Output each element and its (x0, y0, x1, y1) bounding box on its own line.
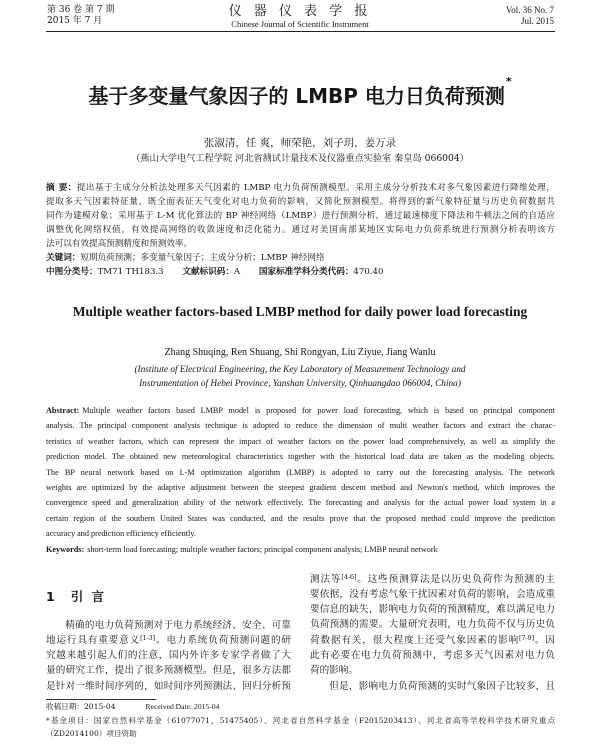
section-title: 引 言 (70, 589, 107, 604)
header-left (47, 5, 114, 27)
abstract-en-line: teristics of weather factors, which can represent the impact of weather factors on the power load comprehensively, as well as simplify the (46, 436, 555, 446)
clc-code (46, 267, 164, 277)
affiliation-en (0, 363, 600, 391)
body-line: 量的研究工作，提出了很多预测模型。但是，很多方法都 (46, 665, 291, 677)
body-line: 要依据，没有考虑气象干扰因素对负荷的影响，会造成重 (310, 588, 555, 600)
abstract-en-line: The BP neural network based on L-M optimization algorithm (LMBP) is adopted to carry out the forecasting analysis. The network (46, 467, 555, 477)
line-text: 地运行具有重要意义 (46, 634, 141, 646)
abstract-en-line: convergence speed and generalization ability of the network effectively. The forecasting and analysis for the actual power load system in a (46, 498, 555, 508)
keywords-cn-text: 短期负荷预测；多变量气象因子；主成分分析；LMBP 神经网络 (80, 253, 325, 263)
title-text: 基于多变量气象因子的 LMBP 电力日负荷预测 (88, 84, 505, 108)
section-heading (46, 585, 291, 618)
line-text: 荷数据有关，很大程度上还受气象因素的影响 (310, 634, 520, 646)
line-text: 测法等 (310, 573, 342, 585)
citation-ref: [1-3] (140, 634, 156, 642)
header-right (506, 5, 554, 27)
abstract-cn-line: 调整优化网络权值，有效提高网络的收敛速度和泛化能力。通过对美国南部某地区实际电力负荷系统进行预测分析表明该方 (46, 225, 555, 235)
date-cn: 2015 年 7 月 (47, 16, 103, 26)
std-label: 国家标准学科分类代码： (258, 267, 354, 277)
received-date (46, 700, 555, 714)
abstract-cn (46, 181, 555, 279)
abstract-en-line: accuracy and prediction efficiency efficiently. (46, 529, 196, 539)
keywords-cn-label: 关键词： (46, 253, 81, 263)
body-line (310, 633, 555, 648)
section-number: 1 (46, 589, 55, 604)
header-rule (46, 31, 555, 32)
keywords-en-text: short-term load forecasting; multiple weather factors; principal component analysis; LMBP neural network (87, 544, 438, 554)
line-text: 提出基于主成分分析法处理多天气因素的 LMBP 电力负荷预测模型。采用主成分分析技术对多气象因素进行降维处理， (76, 183, 555, 193)
citation-ref: [4-6] (341, 573, 357, 581)
affiliation-en-line: Instrumentation of Hebei Province, Yanshan University, Qinhuangdao 066004, China) (139, 379, 461, 389)
affiliation-en-line: (Institute of Electrical Engineering, the Key Laboratory of Measurement Technology and (134, 365, 466, 375)
footnote (46, 700, 555, 741)
line-text: 。电力系统负荷预测问题的研 (155, 634, 291, 646)
keywords-en-label: Keywords: (46, 544, 85, 554)
funding-line: *基金项目：国家自然科学基金（61077071，51475405）、河北省自然科学基金（F2015203413）、河北省高等学校科学技术研究重点 (46, 715, 555, 725)
keywords-en (46, 542, 555, 557)
authors-cn: 张淑清，任 爽，师荣艳，刘子玥，姜万录 (203, 137, 397, 149)
abstract-cn-line: 同作为建模对象；采用基于 L-M 优化算法的 BP 神经网络（LMBP）进行预测分析，通过最速梯度下降法和牛顿法之间的自适应 (46, 211, 555, 221)
abstract-en-line: prediction model. The obtained new meteorological characteristics together with the historical load data are taken as the modeling objects. (46, 452, 555, 462)
header-center (150, 4, 450, 29)
abstract-en-line (46, 403, 555, 418)
title-footnote-mark: * (505, 75, 512, 88)
doc-value: A (233, 267, 241, 277)
body-line: 精确的电力负荷预测对于电力系统经济、安全、可靠 (65, 619, 291, 631)
journal-name-cn: 仪 器 仪 表 学 报 (228, 4, 372, 19)
clc-label: 中图分类号： (46, 267, 98, 277)
abstract-cn-label: 摘 要： (46, 183, 77, 193)
abstract-en-line: weights are optimized by the adaptive adjustment between the steepest gradient descent method and Newton's method, which improves the (46, 482, 555, 492)
abstract-en (46, 403, 555, 557)
line-text: Multiple weather factors based LMBP model is proposed for power load forecasting, which is based on principal component (82, 406, 555, 415)
classification-line (46, 265, 555, 279)
body-line: 是针对一维时间序列的，如时间序列预测法、回归分析预 (46, 680, 291, 692)
citation-ref: [7-9] (519, 634, 535, 642)
line-text: 。因 (534, 634, 555, 646)
date-en: Jul. 2015 (520, 16, 554, 26)
abstract-en-line: analysis. The principal component analysis technique is adopted to reduce the dimension of multi weather factors and extract the charac- (46, 421, 555, 431)
body-line (46, 633, 291, 648)
body-line (310, 572, 555, 587)
clc-value: TM71 TH183.3 (97, 267, 164, 277)
abstract-cn-line: 法可以有效提高预测精度和预测效率。 (46, 239, 193, 249)
body-line: 究越来越引起人们的注意，国内外许多专家学者做了大 (46, 650, 291, 662)
standard-code (259, 267, 384, 277)
body-column-left (46, 585, 291, 694)
authors-en: Zhang Shuqing, Ren Shuang, Shi Rongyan, Liu Ziyue, Jiang Wanlu (164, 347, 436, 358)
volume-issue-en: Vol. 36 No. 7 (505, 5, 554, 15)
received-date-en: Received Date: 2015-04 (145, 702, 220, 711)
body-line: 负荷预测的需要。大量研究表明，电力负荷不仅与历史负 (310, 619, 555, 631)
paper-title-cn (0, 75, 600, 108)
affiliation-cn: （燕山大学电气工程学院 河北省测试计量技术及仪器重点实验室 秦皇岛 066004） (131, 153, 469, 164)
keywords-cn (46, 251, 555, 265)
funding-line: （ZD2014100）项目资助 (46, 729, 137, 738)
body-line: 要信息的缺失，影响电力负荷的预测精度，难以满足电力 (310, 604, 555, 616)
paper-title-en: Multiple weather factors-based LMBP method for daily power load forecasting (72, 304, 528, 319)
received-date-cn: 收稿日期：2015-04 (46, 702, 116, 711)
abstract-cn-line (46, 181, 555, 195)
doc-label: 文献标识码： (182, 267, 234, 277)
line-text: 。这些预测算法是以历史负荷作为预测的主 (356, 573, 555, 585)
std-value: 470.40 (353, 267, 384, 277)
journal-name-en: Chinese Journal of Scientific Instrument (231, 19, 369, 29)
abstract-en-line: certain region of the southern United States was conducted, and the results prove that the proposed method could improve the prediction (46, 513, 555, 523)
abstract-en-label: Abstract: (46, 406, 80, 415)
body-column-right (310, 572, 555, 694)
abstract-cn-line: 提取多天气因素特征量，既全面表征天气变化对电力负荷的影响，又简化预测模型。将得到的新气象特征量与历史负荷数据共 (46, 197, 555, 207)
document-code (182, 267, 240, 277)
body-line: 荷的影响。 (310, 665, 358, 677)
volume-issue-cn: 第 36 卷 第 7 期 (47, 5, 115, 15)
body-line: 但是，影响电力负荷预测的实时气象因子比较多，且 (329, 680, 555, 692)
body-line: 此有必要在电力负荷预测中，考虑多天气因素对电力负 (310, 649, 555, 661)
